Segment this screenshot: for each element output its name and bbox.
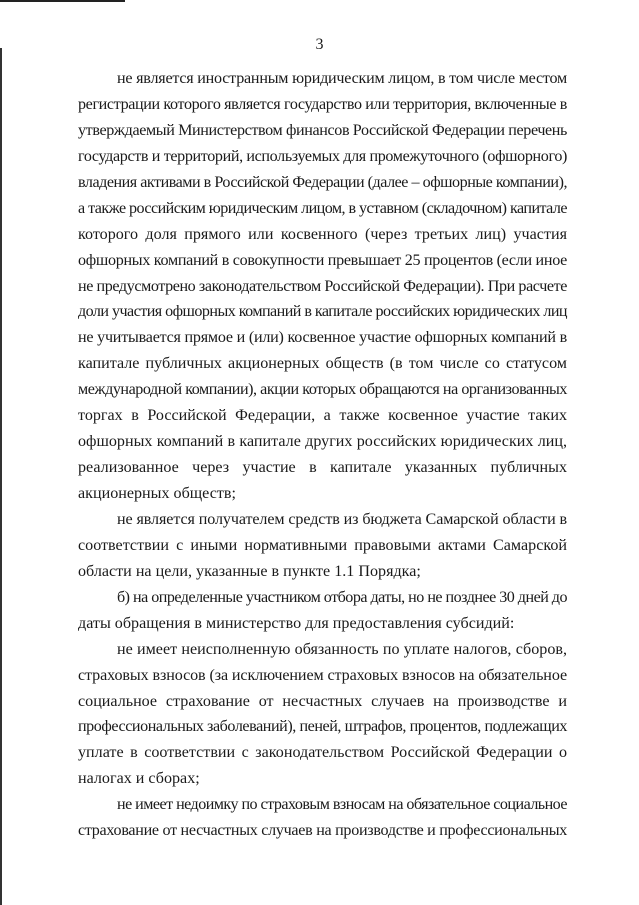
text-line: б) на определенные участником отбора даты, но не позднее 30 дней до bbox=[117, 588, 567, 606]
text-line: государств и территорий, используемых для промежуточного (офшорного) bbox=[78, 147, 567, 165]
text-line: не имеет неисполненную обязанность по уплате налогов, сборов, bbox=[117, 640, 567, 658]
text-line: утверждаемый Министерством финансов Российской Федерации перечень bbox=[78, 121, 567, 139]
scan-top-rule bbox=[0, 0, 125, 2]
text-line: не учитывается прямое и (или) косвенное участие офшорных компаний в bbox=[78, 329, 567, 347]
text-line: даты обращения в министерство для предоставления субсидий: bbox=[78, 614, 515, 632]
text-line: налогах и сборах; bbox=[78, 770, 200, 788]
document-body bbox=[78, 66, 567, 844]
scan-left-edge bbox=[0, 48, 2, 905]
text-line: регистрации которого является государство или территория, включенные в bbox=[78, 95, 567, 113]
text-line: доли участия офшорных компаний в капитале российских юридических лиц bbox=[78, 303, 567, 321]
text-line: реализованное через участие в капитале указанных публичных bbox=[78, 459, 567, 477]
text-line: которого доля прямого или косвенного (через третьих лиц) участия bbox=[78, 225, 567, 243]
text-line: капитале публичных акционерных обществ (в том числе со статусом bbox=[78, 355, 567, 373]
text-line: не является получателем средств из бюджета Самарской области в bbox=[117, 510, 567, 528]
text-line: страховых взносов (за исключением страховых взносов на обязательное bbox=[78, 666, 567, 684]
text-line: профессиональных заболеваний), пеней, штрафов, процентов, подлежащих bbox=[78, 718, 567, 736]
text-line: не является иностранным юридическим лицом, в том числе местом bbox=[117, 70, 567, 87]
text-line: торгах в Российской Федерации, а также косвенное участие таких bbox=[78, 407, 567, 425]
text-line: социальное страхование от несчастных случаев на производстве и bbox=[78, 692, 567, 710]
text-line: офшорных компаний в капитале других российских юридических лиц, bbox=[78, 433, 567, 451]
page-number: 3 bbox=[315, 36, 324, 53]
text-line: а также российским юридическим лицом, в уставном (складочном) капитале bbox=[78, 199, 567, 217]
text-line: страхование от несчастных случаев на производстве и профессиональных bbox=[78, 822, 567, 840]
text-line: соответствии с иными нормативными правовыми актами Самарской bbox=[78, 536, 567, 554]
text-line: международной компании), акции которых обращаются на организованных bbox=[78, 381, 567, 399]
text-line: офшорных компаний в совокупности превышает 25 процентов (если иное bbox=[78, 251, 567, 269]
text-line: владения активами в Российской Федерации (далее – офшорные компании), bbox=[78, 173, 567, 191]
text-line: области на цели, указанные в пункте 1.1 Порядка; bbox=[78, 562, 421, 580]
text-line: акционерных обществ; bbox=[78, 485, 236, 502]
text-line: уплате в соответствии с законодательством Российской Федерации о bbox=[78, 744, 567, 762]
text-line: не имеет недоимку по страховым взносам на обязательное социальное bbox=[117, 796, 567, 814]
text-line: не предусмотрено законодательством Российской Федерации). При расчете bbox=[78, 277, 567, 295]
